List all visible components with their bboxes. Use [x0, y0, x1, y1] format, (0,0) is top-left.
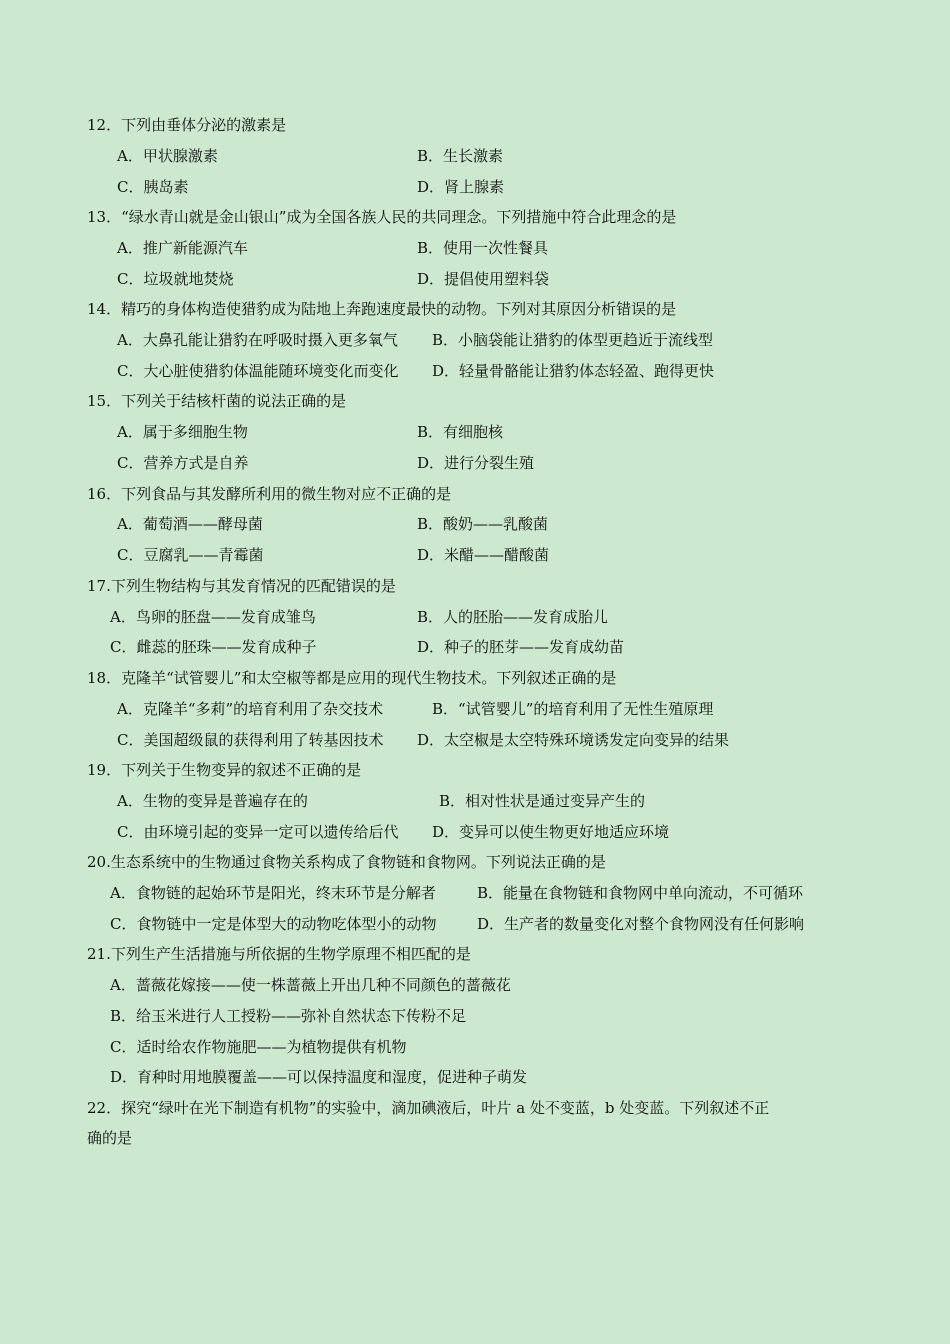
question-12-option-d: D．肾上腺素 — [417, 178, 505, 196]
question-15-option-b: B．有细胞核 — [417, 423, 504, 441]
question-19-option-b: B．相对性状是通过变异产生的 — [439, 792, 646, 810]
question-12-stem: 12．下列由垂体分泌的激素是 — [87, 116, 287, 134]
question-21-option-d: D．育种时用地膜覆盖——可以保持温度和湿度，促进种子萌发 — [110, 1068, 528, 1086]
question-13-option-b: B．使用一次性餐具 — [417, 239, 549, 257]
question-13-option-d: D．提倡使用塑料袋 — [417, 270, 550, 288]
question-20-option-a: A．食物链的起始环节是阳光，终末环节是分解者 — [110, 884, 436, 902]
question-22-stem-line-1: 22．探究“绿叶在光下制造有机物”的实验中，滴加碘液后，叶片 a 处不变蓝，b 处变蓝。下列叙述不正 — [87, 1099, 770, 1117]
question-20-option-c: C．食物链中一定是体型大的动物吃体型小的动物 — [110, 915, 437, 933]
question-14-option-b: B．小脑袋能让猎豹的体型更趋近于流线型 — [432, 331, 714, 349]
question-16-stem: 16．下列食品与其发酵所利用的微生物对应不正确的是 — [87, 485, 452, 503]
question-15-stem: 15．下列关于结核杆菌的说法正确的是 — [87, 392, 347, 410]
question-21-option-c: C．适时给农作物施肥——为植物提供有机物 — [110, 1038, 407, 1056]
question-13-option-a: A．推广新能源汽车 — [117, 239, 248, 257]
question-16-option-b: B．酸奶——乳酸菌 — [417, 515, 549, 533]
question-21-option-b: B．给玉米进行人工授粉——弥补自然状态下传粉不足 — [110, 1007, 467, 1025]
question-22-stem-line-2: 确的是 — [87, 1129, 133, 1147]
question-18-option-c: C．美国超级鼠的获得利用了转基因技术 — [117, 731, 384, 749]
question-17-option-b: B．人的胚胎——发育成胎儿 — [417, 608, 609, 626]
question-18-stem: 18．克隆羊“试管婴儿”和太空椒等都是应用的现代生物技术。下列叙述正确的是 — [87, 669, 617, 687]
question-14-option-a: A．大鼻孔能让猎豹在呼吸时摄入更多氧气 — [117, 331, 398, 349]
question-16-option-d: D．米醋——醋酸菌 — [417, 546, 550, 564]
question-17-option-d: D．种子的胚芽——发育成幼苗 — [417, 638, 625, 656]
question-18-option-d: D．太空椒是太空特殊环境诱发定向变异的结果 — [417, 731, 730, 749]
question-20-option-d: D．生产者的数量变化对整个食物网没有任何影响 — [477, 915, 805, 933]
question-14-stem: 14．精巧的身体构造使猎豹成为陆地上奔跑速度最快的动物。下列对其原因分析错误的是 — [87, 300, 677, 318]
question-19-option-c: C．由环境引起的变异一定可以遗传给后代 — [117, 823, 399, 841]
question-15-option-a: A．属于多细胞生物 — [117, 423, 248, 441]
question-15-option-c: C．营养方式是自养 — [117, 454, 249, 472]
question-15-option-d: D．进行分裂生殖 — [417, 454, 535, 472]
question-16-option-a: A．葡萄酒——酵母菌 — [117, 515, 263, 533]
question-20-stem: 20.生态系统中的生物通过食物关系构成了食物链和食物网。下列说法正确的是 — [87, 853, 606, 871]
question-21-stem: 21.下列生产生活措施与所依据的生物学原理不相匹配的是 — [87, 945, 471, 963]
question-17-option-c: C．雌蕊的胚珠——发育成种子 — [110, 638, 317, 656]
question-12-option-b: B．生长激素 — [417, 147, 504, 165]
question-14-option-c: C．大心脏使猎豹体温能随环境变化而变化 — [117, 362, 399, 380]
question-18-option-b: B．“试管婴儿”的培育利用了无性生殖原理 — [432, 700, 714, 718]
question-12-option-c: C．胰岛素 — [117, 178, 189, 196]
question-12-option-a: A．甲状腺激素 — [117, 147, 218, 165]
question-21-option-a: A．蔷薇花嫁接——使一株蔷薇上开出几种不同颜色的蔷薇花 — [110, 976, 511, 994]
question-19-option-d: D．变异可以使生物更好地适应环境 — [432, 823, 670, 841]
question-17-option-a: A．鸟卵的胚盘——发育成雏鸟 — [110, 608, 316, 626]
question-19-option-a: A．生物的变异是普遍存在的 — [117, 792, 308, 810]
question-20-option-b: B．能量在食物链和食物网中单向流动，不可循环 — [477, 884, 804, 902]
question-13-stem: 13．“绿水青山就是金山银山”成为全国各族人民的共同理念。下列措施中符合此理念的是 — [87, 208, 677, 226]
question-18-option-a: A．克隆羊“多莉”的培育利用了杂交技术 — [117, 700, 384, 718]
question-14-option-d: D．轻量骨骼能让猎豹体态轻盈、跑得更快 — [432, 362, 715, 380]
question-19-stem: 19．下列关于生物变异的叙述不正确的是 — [87, 761, 362, 779]
question-13-option-c: C．垃圾就地焚烧 — [117, 270, 234, 288]
question-17-stem: 17.下列生物结构与其发育情况的匹配错误的是 — [87, 577, 396, 595]
question-16-option-c: C．豆腐乳——青霉菌 — [117, 546, 264, 564]
